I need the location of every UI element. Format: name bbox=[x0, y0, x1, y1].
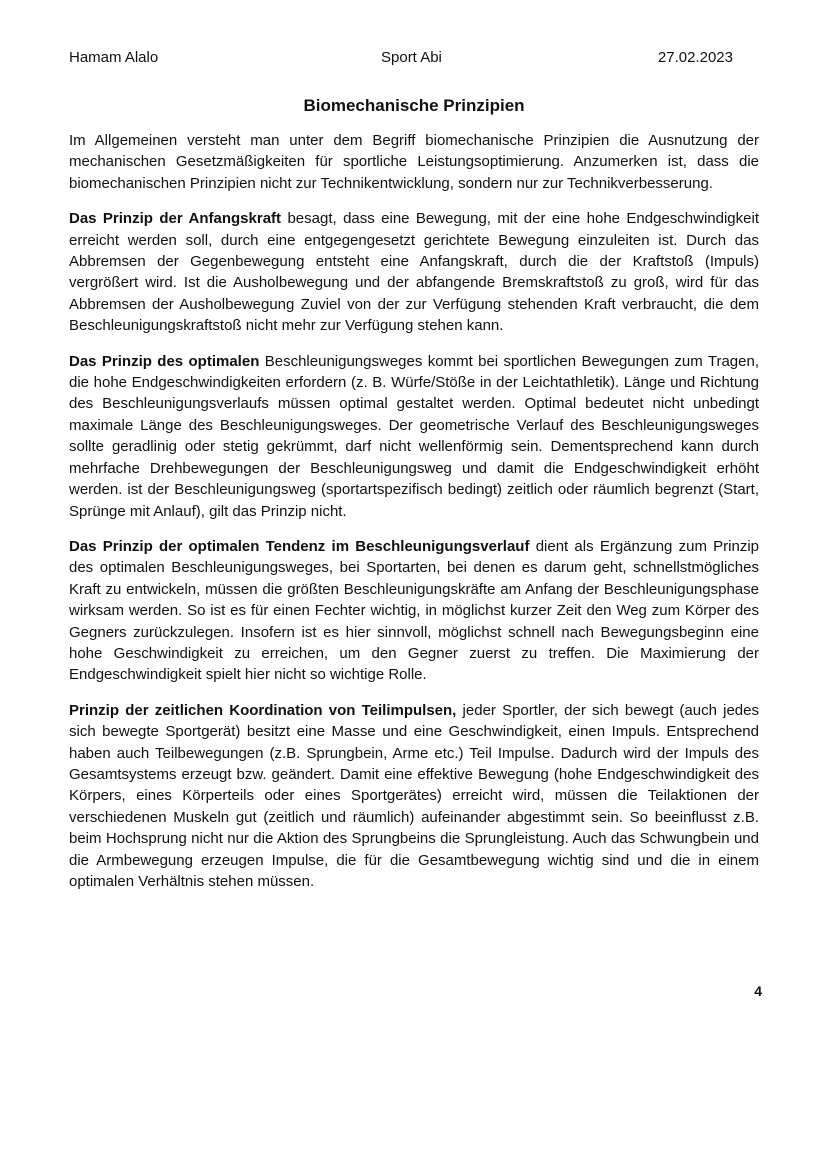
paragraph-teilimpulse bbox=[69, 700, 759, 893]
paragraph-beschleunigungsweg bbox=[69, 351, 759, 522]
paragraph-anfangskraft bbox=[69, 208, 759, 336]
paragraph-tendenz bbox=[69, 536, 759, 686]
paragraph-text: dient als Ergänzung zum Prinzip des optimalen Beschleunigungsweges, bei Sportarten, bei denen es darum geht, schnellstmögliches Kraft zu entwickeln, müssen die größten Beschleunigungskräfte am Anfang der Beschleunigungsphase wirksam werden. So ist es für einen Fechter wichtig, in möglichst kurzer Zeit den Weg zum Körper des Gegners zurückzulegen. Insofern ist es hier sinnvoll, möglichst schnell nach Bewegungsbeginn eine hohe Geschwindigkeit zu erreichen, um den Gegner zuerst zu treffen. Die Maximierung der Endgeschwindigkeit spielt hier nicht so wichtige Rolle. bbox=[69, 537, 760, 684]
paragraph-text: Beschleunigungsweges kommt bei sportlichen Bewegungen zum Tragen, die hohe Endgeschwindigkeiten erfordern (z. B. Würfe/Stöße in der Leichtathletik). Länge und Richtung des Beschleunigungsverlaufs müssen optimal gestaltet werden. Optimal bedeutet nicht unbedingt maximale Länge des Beschleunigungsweges. Der geometrische Verlauf des Beschleunigungsweges sollte geradlinig oder stetig gekrümmt, darf nicht wellenförmig sein. Dementsprechend kann durch mehrfache Drehbewegungen der Beschleunigungsweg und damit die Endgeschwindigkeit erhöht werden. ist der Beschleunigungsweg (sportartspezifisch bedingt) zeitlich oder räumlich begrenzt (Start, Sprünge mit Anlauf), gilt das Prinzip nicht. bbox=[69, 352, 759, 520]
header-author: Hamam Alalo bbox=[69, 49, 159, 66]
page-title: Biomechanische Prinzipien bbox=[303, 96, 525, 115]
document-body bbox=[69, 130, 759, 906]
paragraph-text: jeder Sportler, der sich bewegt (auch jedes sich bewegte Sportgerät) besitzt eine Masse und eine Geschwindigkeit, einen Impuls. Entsprechend haben auch Teilbewegungen (z.B. Sprungbein, Arme etc.) Teil Impulse. Dadurch wird der Impuls des Gesamtsystems erzeugt bzw. geändert. Damit eine effektive Bewegung (hohe Endgeschwindigkeit des Körpers, eines Körperteils oder eines Sportgerätes) erreicht wird, müssen die Teilaktionen der verschiedenen Muskeln gut (zeitlich und räumlich) aufeinander abgestimmt sein. So beeinflusst z.B. beim Hochsprung nicht nur die Aktion des Sprungbeins die Sprungleistung. Auch das Schwungbein und die Armbewegung erzeugen Impulse, die für die Gesamtbewegung wichtig sind und die in einem optimalen Verhältnis stehen müssen. bbox=[69, 701, 759, 890]
paragraph-heading: Das Prinzip der Anfangskraft bbox=[69, 210, 282, 228]
paragraph-text: besagt, dass eine Bewegung, mit der eine hohe Endgeschwindigkeit erreicht werden soll, durch eine entgegengesetzt gerichtete Bewegung einzuleiten ist. Durch das Abbremsen der Gegenbewegung entsteht eine Anfangskraft, durch die der Kraftstoß (Impuls) vergrößert wird. Ist die Ausholbewegung und der abfangende Bremskraftstoß zu groß, wird für das Abbremsen der Ausholbewegung Zuviel von der zur Verfügung stehenden Kraft verbraucht, die dem Beschleunigungskraftstoß nicht mehr zur Verfügung stehen kann. bbox=[69, 210, 759, 335]
header-date: 27.02.2023 bbox=[657, 49, 733, 66]
paragraph-heading: Das Prinzip des optimalen bbox=[69, 352, 260, 370]
page-header bbox=[69, 49, 733, 69]
paragraph-heading: Prinzip der zeitlichen Koordination von Teilimpulsen, bbox=[69, 701, 457, 719]
header-subject: Sport Abi bbox=[381, 49, 442, 66]
paragraph-heading: Das Prinzip der optimalen Tendenz im Beschleunigungsverlauf bbox=[69, 537, 530, 555]
intro-paragraph: Im Allgemeinen versteht man unter dem Begriff biomechanische Prinzipien die Ausnutzung der mechanischen Gesetzmäßigkeiten für sportliche Leistungsoptimierung. Anzumerken ist, dass die biomechanischen Prinzipien nicht zur Technikentwicklung, sondern nur zur Technikverbesserung. bbox=[69, 132, 759, 192]
page-number: 4 bbox=[754, 983, 762, 999]
